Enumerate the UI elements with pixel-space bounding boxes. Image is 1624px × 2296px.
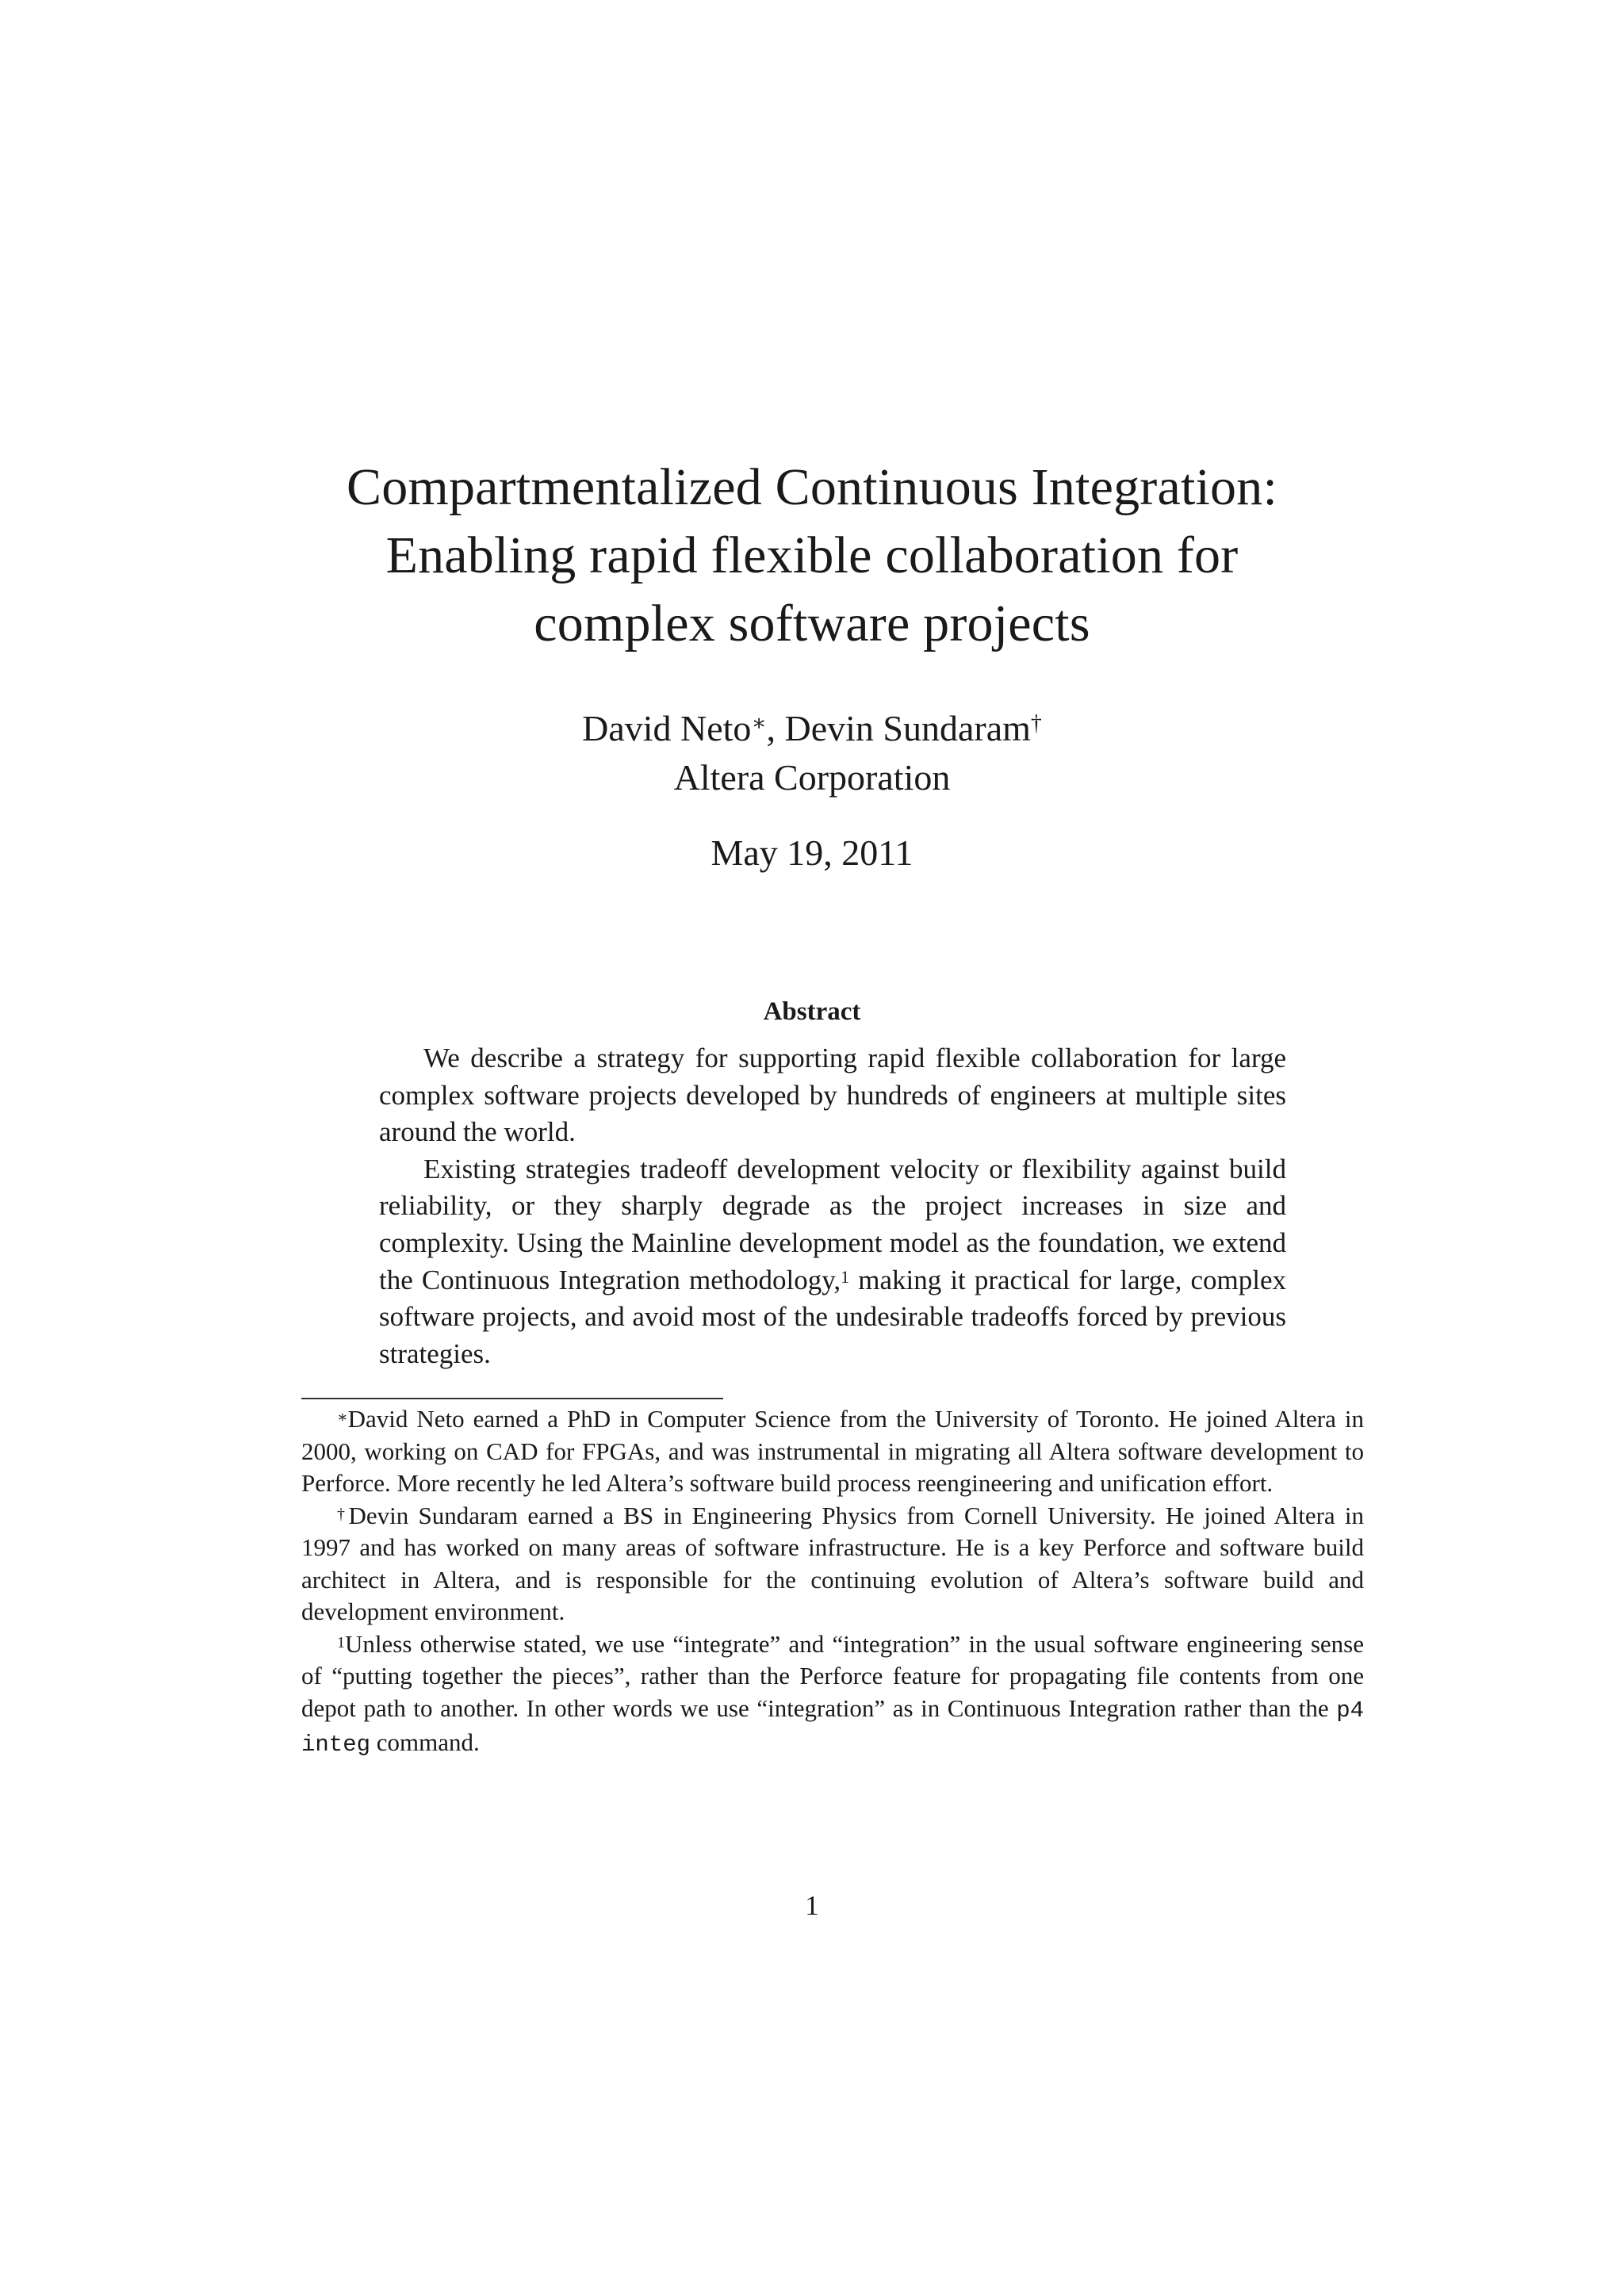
footnote-text-1: David Neto earned a PhD in Computer Science from the University of Toronto. He joined Altera in 2000, working on CAD for FPGAs, and was instrumental in migrating all Altera software development to Perforce. More recently he led Altera’s software build process reengineering and unification effort.	[301, 1405, 1364, 1497]
author-name-2: Devin Sundaram	[784, 708, 1031, 748]
paper-title	[0, 453, 1624, 658]
footnote-mark-asterisk: ∗	[337, 1409, 348, 1426]
footnotes	[301, 1403, 1364, 1762]
abstract-paragraph-2-continued: making it practical for large, complex software projects, and avoid most of the undesirable tradeoffs forced by previous strategies.	[379, 1264, 1286, 1369]
author-name-1: David Neto	[582, 708, 752, 748]
footnote-code: p4 integ	[301, 1697, 1364, 1758]
footnote-divider	[301, 1398, 723, 1399]
abstract-body	[379, 1040, 1286, 1372]
author-footnote-mark-1: ∗	[751, 711, 767, 736]
footnote-author-1	[301, 1403, 1364, 1500]
author-separator: ,	[766, 708, 785, 748]
footnote-text-3: Unless otherwise stated, we use “integrate” and “integration” in the usual software engineering sense of “putting together the pieces”, rather than the Perforce feature for propagating file contents from one depot path to another. In other words we use “integration” as in Continuous Integration rather than the	[301, 1629, 1364, 1722]
title-line-3: complex software projects	[534, 595, 1090, 652]
abstract-paragraph-1: We describe a strategy for supporting rapid flexible collaboration for large complex software projects developed by hundreds of engineers at multiple sites around the world.	[379, 1043, 1286, 1148]
footnote-ref-1: 1	[841, 1266, 850, 1287]
footnote-text-3-end: command.	[370, 1728, 480, 1756]
footnote-mark-dagger: †	[337, 1505, 349, 1523]
footnote-integration	[301, 1628, 1364, 1762]
abstract-heading: Abstract	[763, 997, 861, 1026]
abstract-paragraph-2-text: Existing strategies tradeoff development velocity or flexibility against build reliability, or they sharply degrade as the project increases in size and complexity. Using the Mainline development model as the foundation, we extend the Continuous Integration methodology,	[379, 1153, 1286, 1295]
title-line-1: Compartmentalized Continuous Integration:	[347, 458, 1277, 516]
abstract-paragraph-2	[379, 1151, 1286, 1373]
title-line-2: Enabling rapid flexible collaboration for	[385, 526, 1239, 584]
footnote-text-2: Devin Sundaram earned a BS in Engineering Physics from Cornell University. He joined Altera in 1997 and has worked on many areas of software infrastructure. He is a key Perforce and software build architect in Altera, and is responsible for the continuing evolution of Altera’s software build and development environment.	[301, 1501, 1365, 1625]
page-number: 1	[805, 1890, 819, 1921]
author-line	[0, 704, 1624, 753]
footnote-mark-1: 1	[337, 1633, 345, 1651]
publication-date: May 19, 2011	[710, 832, 914, 873]
footnote-author-2	[301, 1500, 1364, 1628]
affiliation: Altera Corporation	[673, 757, 951, 798]
author-footnote-mark-2: †	[1030, 711, 1042, 736]
